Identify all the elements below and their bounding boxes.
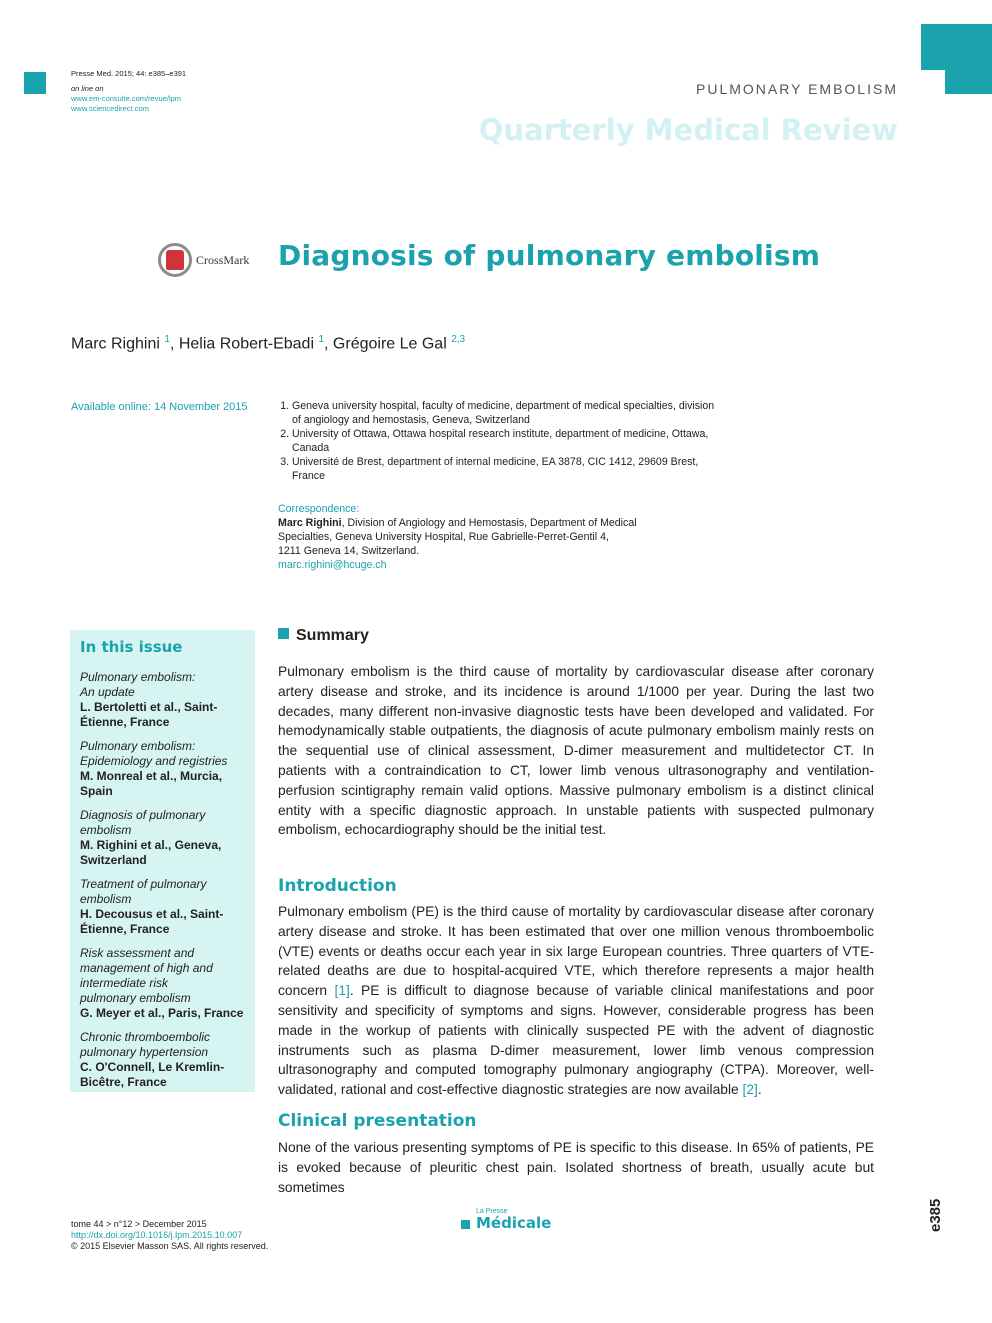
in-this-issue-heading: In this issue <box>80 638 183 656</box>
citation: Presse Med. 2015; 44: e385–e391 <box>71 69 187 78</box>
correspondence-address: Specialties, Geneva University Hospital, Rue Gabrielle-Perret-Gentil 4, <box>278 531 609 543</box>
issue-title: Risk assessment and <box>80 946 195 960</box>
issue-authors: Bicêtre, France <box>80 1075 167 1089</box>
issue-item[interactable] <box>80 1030 245 1090</box>
crossmark-label: CrossMark <box>196 252 250 267</box>
issue-authors: L. Bertoletti et al., Saint- <box>80 700 218 714</box>
correspondence-label: Correspondence: <box>278 503 360 515</box>
corner-block-notch <box>921 70 945 94</box>
author-list: Marc Righini $^1$, Helia Robert-Ebadi $^1$, Grégoire Le Gal $^{2,3}$ <box>71 334 466 353</box>
journal-logo <box>461 1208 551 1233</box>
issue-title: embolism <box>80 892 132 906</box>
reference-link[interactable]: [1] <box>334 983 350 999</box>
url-sciencedirect[interactable]: www.sciencedirect.com <box>71 104 149 113</box>
author-affil-ref: 1 <box>164 334 170 345</box>
doi-link[interactable]: http://dx.doi.org/10.1016/j.lpm.2015.10.007 <box>71 1230 243 1240</box>
online-label: on line on <box>71 84 104 93</box>
author-name: Grégoire Le Gal <box>332 335 447 353</box>
clinical-text: None of the various presenting symptoms of PE is specific to this disease. In 65% of patients, PE is evoked because of pleuritic chest pain. Isolated shortness of breath, usually acute but sometimes <box>278 1140 874 1195</box>
issue-title: embolism <box>80 823 132 837</box>
series-title: Quarterly Medical Review <box>478 113 898 147</box>
affiliation-item: 2. University of Ottawa, Ottawa hospital research institute, department of medicine, Ottawa, Canada <box>292 427 718 455</box>
author-name: Helia Robert-Ebadi <box>178 335 315 353</box>
copyright: © 2015 Elsevier Masson SAS. All rights reserved. <box>71 1241 269 1251</box>
issue-authors: Étienne, France <box>80 922 170 936</box>
issue-title: pulmonary embolism <box>80 991 191 1005</box>
correspondence-address: 1211 Geneva 14, Switzerland. <box>278 545 420 557</box>
correspondence-email[interactable]: marc.righini@hcuge.ch <box>278 559 387 571</box>
issue-title: Pulmonary embolism: <box>80 670 196 684</box>
available-online: Available online: 14 November 2015 <box>71 401 248 413</box>
issue-authors: M. Righini et al., Geneva, <box>80 838 222 852</box>
intro-paragraph-part: . <box>757 1082 762 1098</box>
issue-title: Diagnosis of pulmonary <box>80 808 206 822</box>
introduction-heading: Introduction <box>278 876 397 896</box>
issue-title: Epidemiology and registries <box>80 754 228 768</box>
logo-main-text: Médicale <box>476 1214 552 1232</box>
article-title: Diagnosis of pulmonary embolism <box>278 239 821 272</box>
issue-authors: M. Monreal et al., Murcia, <box>80 769 223 783</box>
page-number: e385 <box>927 1198 944 1232</box>
issue-item[interactable] <box>80 808 245 868</box>
affiliations <box>278 399 718 483</box>
issue-item[interactable] <box>80 946 245 1021</box>
issue-info: tome 44 > n°12 > December 2015 <box>71 1219 207 1229</box>
reference-link[interactable]: [2] <box>742 1082 758 1098</box>
intro-paragraph-part: Pulmonary embolism (PE) is the third cause of mortality by cardiovascular disease after coronary artery disease and stroke. It has been estimated that over one million venous thromboembolic (VTE) events or deaths occur each year in six large European countries. Three quarters of VTE-related deaths are due to hospital-acquired VTE, which therefore represents a major health concern <box>278 904 874 999</box>
issue-title: Treatment of pulmonary <box>80 877 207 891</box>
footer-info <box>71 1219 268 1252</box>
issue-authors: C. O'Connell, Le Kremlin- <box>80 1060 225 1074</box>
intro-paragraph-part: . PE is difficult to diagnose because of variable clinical manifestations and poor sensitivity and specificity of symptoms and signs. However, considerable progress has been made in the workup of patients with clinically suspected PE with the advent of diagnostic instruments such as plasma D-dimer measurement, lower limb venous compression ultrasonography and computed tomography pulmonary angiography (CTPA). Moreover, well-validated, rational and cost-effective diagnostic strategies are now available <box>278 983 874 1098</box>
correspondence-name: Marc Righini <box>278 517 342 529</box>
issue-authors: Étienne, France <box>80 715 170 729</box>
summary-text: Pulmonary embolism is the third cause of mortality by cardiovascular disease after coronary artery disease and stroke, and its incidence is around 1/1000 per year. During the last two decades, many different non-invasive diagnostic tests have been developed and validated. For hemodynamically stable outpatients, the diagnosis of acute pulmonary embolism mainly rests on the sequential use of clinical assessment, D-dimer measurement and multidetector CT. In patients with a contraindication to CT, lower limb venous ultrasonography and ventilation-perfusion scintigraphy remain valid options. Massive pulmonary embolism is a distinct clinical entity with a specific diagnostic approach. In unstable patients with suspected pulmonary embolism, echocardiography should be the initial test. <box>278 664 874 838</box>
author-affil-ref: 1 <box>318 334 325 345</box>
issue-title: An update <box>80 685 135 699</box>
issue-title: Chronic thromboembolic <box>80 1030 211 1044</box>
summary-heading <box>278 627 369 645</box>
affiliation-item: 1. Geneva university hospital, faculty of medicine, department of medical specialties, division of angiology and hemostasis, Geneva, Switzerland <box>292 399 718 427</box>
issue-item[interactable] <box>80 670 245 730</box>
author-name: Marc Righini <box>71 335 160 353</box>
crossmark-badge[interactable] <box>158 243 249 277</box>
crossmark-icon <box>158 243 192 277</box>
journal-header <box>71 69 186 114</box>
issue-authors: Spain <box>80 784 113 798</box>
issue-title: Pulmonary embolism: <box>80 739 196 753</box>
issue-title: intermediate risk <box>80 976 169 990</box>
issue-authors: G. Meyer et al., Paris, France <box>80 1006 244 1020</box>
issue-title: management of high and <box>80 961 213 975</box>
affiliation-item: 3. Université de Brest, department of internal medicine, EA 3878, CIC 1412, 29609 Brest, France <box>292 455 718 483</box>
url-emconsulte[interactable]: www.em-consulte.com/revue/lpm <box>71 94 182 103</box>
section-tag: PULMONARY EMBOLISM <box>696 81 898 97</box>
issue-item[interactable] <box>80 739 245 799</box>
correspondence-address: , Division of Angiology and Hemostasis, Department of Medical <box>341 517 637 529</box>
author-affil-ref: 2,3 <box>451 334 466 345</box>
corner-square-left <box>24 72 46 94</box>
clinical-heading: Clinical presentation <box>278 1111 477 1131</box>
logo-small-text: La Presse <box>476 1208 508 1215</box>
in-this-issue-box <box>70 630 255 1092</box>
issue-authors: H. Decousus et al., Saint- <box>80 907 224 921</box>
issue-item[interactable] <box>80 877 245 937</box>
introduction-text <box>278 902 874 1100</box>
correspondence <box>278 502 698 572</box>
logo-square-icon <box>461 1220 470 1229</box>
square-bullet-icon <box>278 628 289 639</box>
summary-heading-text: Summary <box>296 627 369 644</box>
issue-authors: Switzerland <box>80 853 147 867</box>
issue-title: pulmonary hypertension <box>80 1045 209 1059</box>
